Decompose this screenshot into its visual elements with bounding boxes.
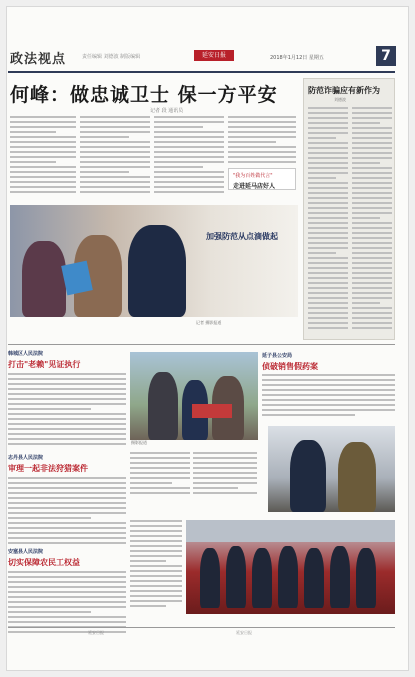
bottom-photo-person-3 [252, 548, 272, 608]
side-text-col-1 [308, 107, 348, 332]
bottom-photo-person-5 [304, 548, 324, 608]
issue-date: 2018年1月12日 星期五 [270, 55, 324, 61]
mid-text-col-2 [193, 452, 257, 497]
main-photo [10, 205, 298, 317]
bottom-photo [186, 520, 395, 614]
pull-quote-box [228, 168, 296, 190]
mid-text-col-1 [130, 452, 190, 497]
story-2 [8, 454, 126, 547]
story-2-dept: 志丹县人民法院 [8, 455, 44, 461]
masthead-rule [8, 71, 395, 73]
mid-photo [130, 352, 258, 440]
article-column-2 [80, 116, 150, 196]
side-commentary [303, 78, 395, 340]
right-story-headline: 侦破销售假药案 [262, 362, 318, 371]
main-photo-credit: 记者 摄影报道 [196, 320, 222, 325]
footer-rule [8, 627, 395, 628]
page-number: 7 [376, 46, 396, 66]
pull-quote-title: 走进延马店好人 [233, 183, 276, 190]
right-photo [268, 426, 395, 512]
main-photo-caption: 加强防范从点滴做起 [206, 232, 278, 241]
main-byline: 记者 段 通讯员 [150, 108, 184, 114]
article-column-3 [154, 116, 224, 196]
bottom-photo-person-4 [278, 546, 298, 608]
side-commentary-author: 刘德波 [334, 97, 346, 102]
side-commentary-title: 防范诈骗应有新作为 [308, 86, 380, 95]
main-headline: 何峰：做忠诚卫士 保一方平安 [10, 84, 278, 106]
bottom-photo-person-7 [356, 548, 376, 608]
story-2-headline: 审理一起非法狩猎案件 [8, 464, 88, 473]
right-story [262, 352, 395, 419]
lower-left-stories [8, 350, 126, 640]
article-column-1 [10, 116, 76, 196]
mid-photo-banner [192, 404, 232, 418]
photo-person-1 [22, 241, 66, 317]
section-subtitle: 责任编辑 刘德波 制版编辑 [82, 54, 141, 60]
bottom-caption-text [130, 520, 182, 610]
bottom-photo-person-1 [200, 548, 220, 608]
story-1 [8, 350, 126, 448]
article-column-4 [228, 116, 296, 166]
side-text-col-2 [352, 107, 392, 332]
footer-logo-center: 延安日报 [236, 630, 252, 635]
story-3 [8, 548, 126, 636]
story-1-dept: 韩城区人民法院 [8, 351, 44, 357]
footer-logo-left: 延安日报 [88, 630, 104, 635]
bottom-photo-person-2 [226, 546, 246, 608]
story-1-headline: 打击"老赖"见证执行 [8, 360, 81, 369]
story-3-headline: 切实保障农民工权益 [8, 558, 80, 567]
right-photo-officer [290, 440, 326, 512]
paper-name-badge: 延安日报 [194, 50, 234, 61]
photo-police-officer [128, 225, 186, 317]
pull-quote-label: "我为百姓做代言" [233, 173, 273, 179]
mid-photo-caption: 摄影报道 [131, 440, 147, 445]
right-story-dept: 延子县公安局 [262, 353, 293, 359]
right-photo-citizen [338, 442, 376, 512]
masthead [8, 46, 394, 72]
bottom-photo-building [186, 520, 395, 542]
story-3-dept: 安塞县人民法院 [8, 549, 44, 555]
bottom-photo-person-6 [330, 546, 350, 608]
section-title: 政法视点 [10, 52, 67, 67]
mid-photo-person-1 [148, 372, 178, 440]
section-divider [8, 344, 395, 345]
